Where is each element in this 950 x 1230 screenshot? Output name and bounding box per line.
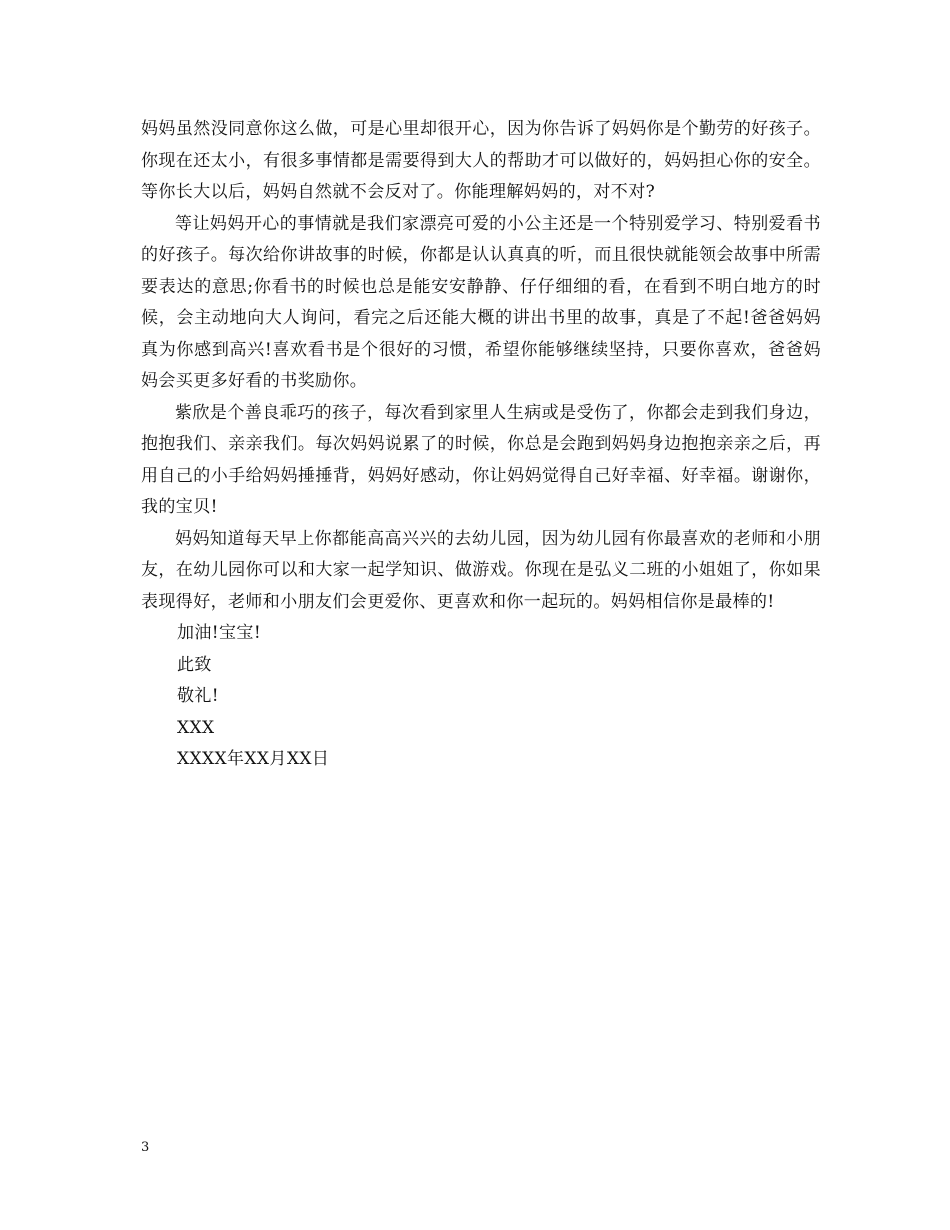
paragraph-3: 紫欣是个善良乖巧的孩子，每次看到家里人生病或是受伤了，你都会走到我们身边，抱抱我们、亲亲我们。每次妈妈说累了的时候，你总是会跑到妈妈身边抱抱亲亲之后，再用自己的小手给妈妈捶捶背，妈妈好感动，你让妈妈觉得自己好幸福、好幸福。谢谢你，我的宝贝!: [141, 402, 821, 517]
paragraph-2: 等让妈妈开心的事情就是我们家漂亮可爱的小公主还是一个特别爱学习、特别爱看书的好孩子。每次给你讲故事的时候，你都是认认真真的听，而且很快就能领会故事中所需要表达的意思;你看书的时候也总是能安安静静、仔仔细细的看，在看到不明白地方的时候，会主动地向大人询问，看完之后还能大概的讲出书里的故事，真是了不起!爸爸妈妈真为你感到高兴!喜欢看书是个很好的习惯，希望你能够继续坚持，只要你喜欢，爸爸妈妈会买更多好看的书奖励你。: [141, 213, 821, 391]
closing-salutation: 此致: [177, 654, 212, 675]
signature: XXX: [177, 717, 215, 738]
closing-regards: 敬礼!: [177, 686, 220, 706]
letter-body: [141, 114, 821, 776]
signature-date: XXXX年XX月XX日: [177, 749, 330, 769]
page-number: 3: [141, 1140, 150, 1155]
closing-cheer: 加油!宝宝!: [177, 623, 262, 643]
paragraph-4: 妈妈知道每天早上你都能高高兴兴的去幼儿园，因为幼儿园有你最喜欢的老师和小朋友，在幼儿园你可以和大家一起学知识、做游戏。你现在是弘义二班的小姐姐了，你如果表现得好，老师和小朋友们会更爱你、更喜欢和你一起玩的。妈妈相信你是最棒的!: [141, 528, 821, 612]
paragraph-1: 妈妈虽然没同意你这么做，可是心里却很开心，因为你告诉了妈妈你是个勤劳的好孩子。你现在还太小，有很多事情都是需要得到大人的帮助才可以做好的，妈妈担心你的安全。等你长大以后，妈妈自然就不会反对了。你能理解妈妈的，对不对?: [141, 119, 821, 202]
